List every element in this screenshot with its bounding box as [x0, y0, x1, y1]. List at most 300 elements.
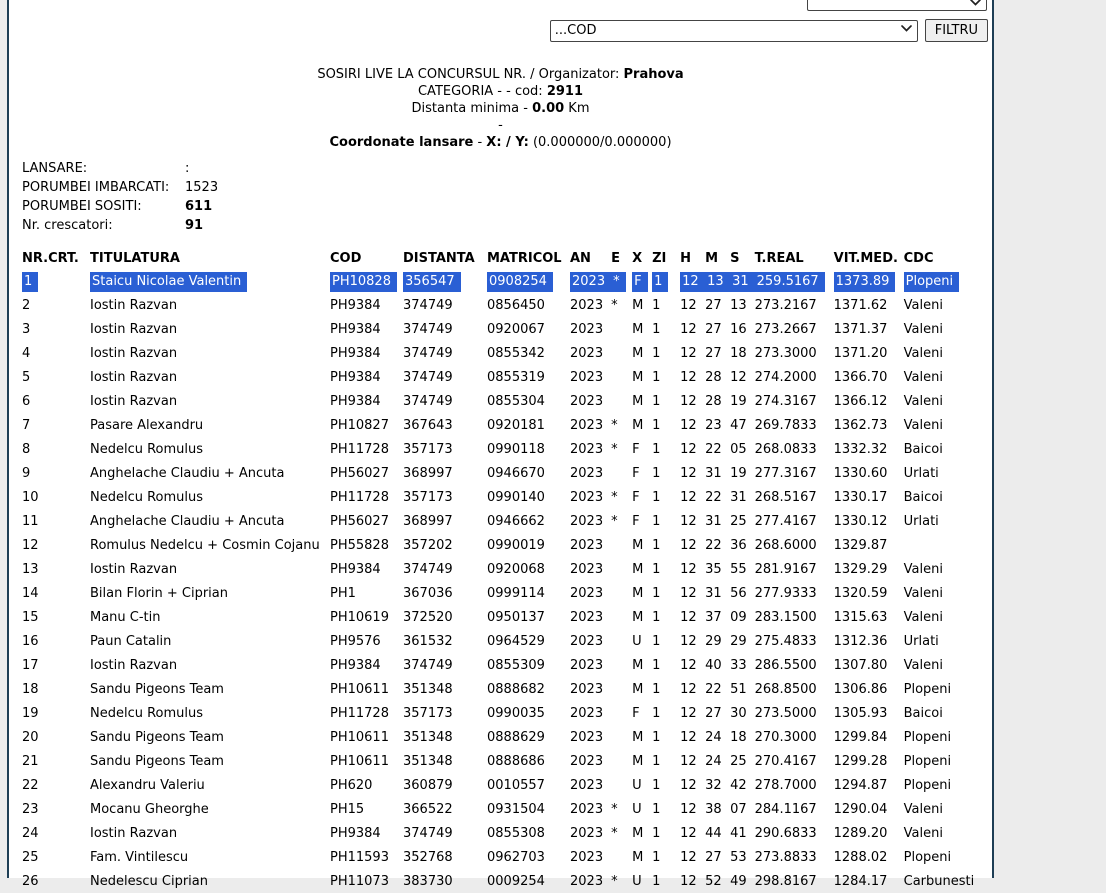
- cell-an: 2023: [570, 441, 604, 457]
- table-row: [22, 341, 989, 365]
- column-header-nrcrt: NR.CRT.: [22, 250, 79, 266]
- cell-h: 12: [680, 849, 697, 865]
- cell-e: [611, 341, 632, 365]
- category-code: 2911: [546, 84, 583, 99]
- cell-an: 2023: [570, 465, 604, 481]
- table-row: [22, 557, 989, 581]
- column-header-zi: ZI: [652, 250, 667, 266]
- cell-m: 32: [705, 777, 722, 793]
- column-header-an: AN: [570, 250, 591, 266]
- cell-titulatura: Alexandru Valeriu: [90, 777, 205, 793]
- cell-vitmed: 1312.36: [833, 633, 888, 649]
- cell-s: 07: [730, 801, 747, 817]
- cell-h: 12: [680, 393, 697, 409]
- cell-nrcrt: 13: [22, 561, 39, 577]
- cell-titulatura: Nedelcu Romulus: [90, 705, 204, 721]
- cell-s: 33: [730, 657, 747, 673]
- cell-treal: 274.2000: [754, 369, 817, 385]
- cell-an: 2023: [570, 489, 604, 505]
- cell-vitmed: 1315.63: [833, 609, 888, 625]
- selected-text: 356547: [403, 272, 461, 292]
- cell-treal: 298.8167: [754, 873, 817, 889]
- cell-titulatura: Nedelescu Ciprian: [90, 873, 208, 889]
- cell-cdc: Baicoi: [903, 489, 943, 505]
- column-header-e: E: [611, 250, 620, 266]
- table-row: [22, 389, 989, 413]
- selected-text: 1373.89: [834, 272, 896, 292]
- cell-m: 27: [705, 849, 722, 865]
- cell-e: [611, 365, 632, 389]
- cell-vitmed: 1332.32: [833, 441, 888, 457]
- cell-cod: PH9384: [330, 657, 381, 673]
- selected-text: PH10828: [330, 272, 397, 292]
- cell-s: 41: [730, 825, 747, 841]
- cell-distanta: 357202: [403, 537, 453, 553]
- cell-m: 24: [705, 729, 722, 745]
- cell-cdc: Valeni: [903, 585, 943, 601]
- cell-treal: 290.6833: [754, 825, 817, 841]
- info-label: LANSARE:: [22, 161, 88, 176]
- cell-vitmed: 1307.80: [833, 657, 888, 673]
- cell-titulatura: Anghelache Claudiu + Ancuta: [90, 465, 285, 481]
- cell-m: 31: [705, 513, 722, 529]
- cell-titulatura: Iostin Razvan: [90, 321, 178, 337]
- cell-h: 12: [680, 633, 697, 649]
- cell-m: 35: [705, 561, 722, 577]
- cell-s: 53: [730, 849, 747, 865]
- cell-h: 12: [680, 345, 697, 361]
- table-row: [22, 869, 989, 893]
- cell-distanta: [403, 269, 487, 293]
- cell-s: 19: [730, 393, 747, 409]
- cell-s: 47: [730, 417, 747, 433]
- table-row: [22, 629, 989, 653]
- cell-nrcrt: 15: [22, 609, 39, 625]
- cell-zi: 1: [652, 321, 661, 337]
- cell-an: 2023: [570, 729, 604, 745]
- cell-h: 12: [680, 369, 697, 385]
- cell-distanta: 383730: [403, 873, 453, 889]
- cell-treal: 277.9333: [754, 585, 817, 601]
- cell-treal: 277.4167: [754, 513, 817, 529]
- cell-distanta: 374749: [403, 825, 453, 841]
- cell-e: [611, 749, 632, 773]
- cell-cdc: Valeni: [903, 609, 943, 625]
- cell-nrcrt: 20: [22, 729, 39, 745]
- cell-distanta: 367643: [403, 417, 453, 433]
- cell-titulatura: Nedelcu Romulus: [90, 489, 204, 505]
- cell-x: M: [632, 609, 644, 625]
- cell-cod: PH9384: [330, 825, 381, 841]
- cell-nrcrt: 14: [22, 585, 39, 601]
- cell-nrcrt: 7: [22, 417, 31, 433]
- cell-e: [611, 533, 632, 557]
- column-header-cod: COD: [330, 250, 362, 266]
- cell-h: 12: [680, 537, 697, 553]
- filter-controls: [9, 0, 992, 46]
- cell-m: [705, 269, 730, 293]
- cell-s: 49: [730, 873, 747, 889]
- cell-vitmed: 1306.86: [833, 681, 888, 697]
- cell-nrcrt: 24: [22, 825, 39, 841]
- cell-titulatura: Sandu Pigeons Team: [90, 681, 224, 697]
- cell-matricol: 0009254: [487, 873, 545, 889]
- table-row: [22, 485, 989, 509]
- cell-titulatura: [90, 269, 330, 293]
- cell-treal: 273.2167: [754, 297, 817, 313]
- cell-nrcrt: 9: [22, 465, 31, 481]
- cell-an: 2023: [570, 681, 604, 697]
- cell-x: M: [632, 585, 644, 601]
- cell-matricol: 0946670: [487, 465, 545, 481]
- cell-cod: PH55828: [330, 537, 389, 553]
- info-value: 91: [185, 218, 204, 233]
- cell-an: 2023: [570, 657, 604, 673]
- cell-zi: 1: [652, 513, 661, 529]
- cell-m: 44: [705, 825, 722, 841]
- table-row-selected: [22, 269, 989, 293]
- cell-s: 29: [730, 633, 747, 649]
- cell-zi: [652, 269, 680, 293]
- cod-select-wrap: [550, 19, 918, 42]
- cell-matricol: 0920181: [487, 417, 545, 433]
- cell-cdc: Plopeni: [903, 753, 952, 769]
- cell-e: [611, 389, 632, 413]
- dash-line: -: [498, 118, 503, 133]
- cell-treal: 273.5000: [754, 705, 817, 721]
- cell-treal: 268.0833: [754, 441, 817, 457]
- cell-e: [611, 845, 632, 869]
- cell-cod: PH9384: [330, 297, 381, 313]
- cell-e: *: [611, 513, 618, 529]
- cell-titulatura: Nedelcu Romulus: [90, 441, 204, 457]
- cell-h: 12: [680, 729, 697, 745]
- cell-titulatura: Iostin Razvan: [90, 393, 178, 409]
- cell-e: [611, 317, 632, 341]
- cell-cdc: Valeni: [903, 393, 943, 409]
- column-header-x: X: [632, 250, 643, 266]
- table-row: [22, 749, 989, 773]
- cell-vitmed: 1299.28: [833, 753, 888, 769]
- cell-x: U: [632, 633, 642, 649]
- cell-cdc: Valeni: [903, 417, 943, 433]
- cell-nrcrt: 2: [22, 297, 31, 313]
- cell-cdc: Urlati: [903, 465, 939, 481]
- cell-zi: 1: [652, 633, 661, 649]
- cell-e: *: [611, 825, 618, 841]
- cell-matricol: 0950137: [487, 609, 545, 625]
- cell-x: M: [632, 753, 644, 769]
- table-row: [22, 533, 989, 557]
- cell-vitmed: 1329.87: [833, 537, 888, 553]
- cell-zi: 1: [652, 465, 661, 481]
- cell-zi: 1: [652, 417, 661, 433]
- category-line: CATEGORIA - - cod: 2911: [417, 84, 583, 99]
- cell-an: 2023: [570, 873, 604, 889]
- cell-matricol: 0855308: [487, 825, 545, 841]
- selected-text: 259.5167: [755, 272, 825, 292]
- cell-treal: 273.2667: [754, 321, 817, 337]
- cell-titulatura: Anghelache Claudiu + Ancuta: [90, 513, 285, 529]
- cell-cod: PH9384: [330, 561, 381, 577]
- cell-an: 2023: [570, 297, 604, 313]
- contest-title-line: SOSIRI LIVE LA CONCURSUL NR. / Organizator: Prahova: [317, 67, 684, 82]
- cell-cod: PH620: [330, 777, 373, 793]
- cell-m: 28: [705, 393, 722, 409]
- cell-nrcrt: 6: [22, 393, 31, 409]
- cell-e: *: [611, 441, 618, 457]
- cell-cod: PH11728: [330, 489, 389, 505]
- cell-m: 22: [705, 681, 722, 697]
- cell-zi: 1: [652, 345, 661, 361]
- cell-vitmed: 1330.60: [833, 465, 888, 481]
- cell-distanta: 357173: [403, 441, 453, 457]
- cell-zi: 1: [652, 441, 661, 457]
- cell-zi: 1: [652, 369, 661, 385]
- cell-cdc: [904, 269, 989, 293]
- cell-s: 31: [730, 489, 747, 505]
- cell-treal: 268.6000: [754, 537, 817, 553]
- cell-vitmed: 1366.12: [833, 393, 888, 409]
- cell-nrcrt: 10: [22, 489, 39, 505]
- cell-treal: 281.9167: [754, 561, 817, 577]
- cell-x: F: [632, 465, 640, 481]
- cell-m: 31: [705, 465, 722, 481]
- cell-m: 27: [705, 705, 722, 721]
- cell-x: M: [632, 369, 644, 385]
- table-row: [22, 509, 989, 533]
- cell-vitmed: 1330.17: [833, 489, 888, 505]
- cell-cdc: Valeni: [903, 801, 943, 817]
- selected-text: 1: [652, 272, 668, 292]
- table-row: [22, 461, 989, 485]
- cell-vitmed: [834, 269, 904, 293]
- cell-s: 18: [730, 345, 747, 361]
- cod-select[interactable]: [550, 20, 918, 42]
- cell-titulatura: Paun Catalin: [90, 633, 172, 649]
- cell-s: 36: [730, 537, 747, 553]
- selected-text: 0908254: [487, 272, 553, 292]
- cell-e: [611, 653, 632, 677]
- cell-cdc: Baicoi: [903, 441, 943, 457]
- cell-titulatura: Iostin Razvan: [90, 825, 178, 841]
- cell-h: 12: [680, 465, 697, 481]
- cell-zi: 1: [652, 393, 661, 409]
- cell-nrcrt: 17: [22, 657, 39, 673]
- info-row-lansare: [22, 159, 992, 178]
- cell-nrcrt: 21: [22, 753, 39, 769]
- cell-zi: 1: [652, 729, 661, 745]
- cell-vitmed: 1362.73: [833, 417, 888, 433]
- cell-vitmed: 1320.59: [833, 585, 888, 601]
- cell-x: M: [632, 849, 644, 865]
- cell-m: 22: [705, 441, 722, 457]
- table-row: [22, 293, 989, 317]
- cell-e: [611, 605, 632, 629]
- column-header-h: H: [680, 250, 691, 266]
- cell-cdc: Carbunesti: [903, 873, 975, 889]
- column-header-treal: T.REAL: [754, 250, 804, 266]
- info-label: PORUMBEI IMBARCATI:: [22, 180, 170, 195]
- cell-nrcrt: 25: [22, 849, 39, 865]
- cell-treal: [755, 269, 834, 293]
- cell-vitmed: 1371.20: [833, 345, 888, 361]
- cell-matricol: 0855342: [487, 345, 545, 361]
- cell-an: 2023: [570, 633, 604, 649]
- cell-an: 2023: [570, 321, 604, 337]
- cell-h: 12: [680, 441, 697, 457]
- cell-matricol: 0888682: [487, 681, 545, 697]
- cell-h: 12: [680, 513, 697, 529]
- cell-treal: 278.7000: [754, 777, 817, 793]
- cell-titulatura: Pasare Alexandru: [90, 417, 204, 433]
- cell-s: 09: [730, 609, 747, 625]
- cell-x: [632, 269, 652, 293]
- cell-distanta: 366522: [403, 801, 453, 817]
- cell-zi: 1: [652, 609, 661, 625]
- cell-x: F: [632, 489, 640, 505]
- cell-titulatura: Sandu Pigeons Team: [90, 729, 224, 745]
- cell-cod: PH10619: [330, 609, 389, 625]
- cell-m: 27: [705, 345, 722, 361]
- cell-cod: PH9384: [330, 345, 381, 361]
- cell-h: 12: [680, 657, 697, 673]
- cell-distanta: 352768: [403, 849, 453, 865]
- cell-x: M: [632, 393, 644, 409]
- cell-vitmed: 1371.62: [833, 297, 888, 313]
- cell-titulatura: Fam. Vintilescu: [90, 849, 189, 865]
- table-row: [22, 797, 989, 821]
- cell-s: 13: [730, 297, 747, 313]
- cell-zi: 1: [652, 681, 661, 697]
- cell-matricol: 0888629: [487, 729, 545, 745]
- cell-s: 42: [730, 777, 747, 793]
- cell-zi: 1: [652, 561, 661, 577]
- selected-text: 2023: [570, 272, 611, 292]
- cell-zi: 1: [652, 537, 661, 553]
- cell-x: F: [632, 705, 640, 721]
- cell-s: 25: [730, 753, 747, 769]
- cell-zi: 1: [652, 849, 661, 865]
- category-select[interactable]: [807, 0, 987, 11]
- cell-titulatura: Mocanu Gheorghe: [90, 801, 209, 817]
- cell-treal: 284.1167: [754, 801, 817, 817]
- table-row: [22, 725, 989, 749]
- cell-e: [611, 677, 632, 701]
- cell-s: 25: [730, 513, 747, 529]
- cell-an: 2023: [570, 417, 604, 433]
- cell-vitmed: 1305.93: [833, 705, 888, 721]
- cell-x: F: [632, 513, 640, 529]
- cell-matricol: 0855319: [487, 369, 545, 385]
- cell-vitmed: 1366.70: [833, 369, 888, 385]
- table-row: [22, 581, 989, 605]
- category-select-wrap: [807, 0, 987, 11]
- cell-cdc: Plopeni: [903, 777, 952, 793]
- cell-matricol: 0962703: [487, 849, 545, 865]
- table-row: [22, 677, 989, 701]
- cell-zi: 1: [652, 801, 661, 817]
- cell-vitmed: 1294.87: [833, 777, 888, 793]
- cell-distanta: 372520: [403, 609, 453, 625]
- table-row: [22, 437, 989, 461]
- cell-e: *: [611, 801, 618, 817]
- column-header-s: S: [730, 250, 740, 266]
- cell-titulatura: Iostin Razvan: [90, 369, 178, 385]
- filtru-button[interactable]: FILTRU: [925, 19, 988, 42]
- selected-text: 13: [705, 272, 730, 292]
- cell-cod: PH11593: [330, 849, 389, 865]
- table-row: [22, 317, 989, 341]
- cell-nrcrt: 12: [22, 537, 39, 553]
- cell-cod: PH10611: [330, 729, 389, 745]
- cell-e: [611, 701, 632, 725]
- cell-matricol: 0990140: [487, 489, 545, 505]
- cell-titulatura: Sandu Pigeons Team: [90, 753, 224, 769]
- cell-matricol: 0920067: [487, 321, 545, 337]
- info-row-sositi: [22, 197, 992, 216]
- cell-m: 27: [705, 297, 722, 313]
- cell-titulatura: Iostin Razvan: [90, 561, 178, 577]
- cell-vitmed: 1288.02: [833, 849, 888, 865]
- cell-zi: 1: [652, 777, 661, 793]
- table-row: [22, 773, 989, 797]
- min-distance-value: 0.00: [532, 101, 565, 116]
- cell-x: M: [632, 825, 644, 841]
- cell-treal: 283.1500: [754, 609, 817, 625]
- cell-treal: 273.3000: [754, 345, 817, 361]
- cell-an: 2023: [570, 513, 604, 529]
- cell-zi: 1: [652, 873, 661, 889]
- cell-x: M: [632, 561, 644, 577]
- cod-filter-row: [550, 19, 988, 42]
- cell-cdc: Plopeni: [903, 681, 952, 697]
- cell-s: 55: [730, 561, 747, 577]
- cell-cod: PH1: [330, 585, 356, 601]
- cell-x: F: [632, 441, 640, 457]
- cell-treal: 268.8500: [754, 681, 817, 697]
- cell-h: 12: [680, 489, 697, 505]
- cell-treal: 273.8833: [754, 849, 817, 865]
- cell-s: 51: [730, 681, 747, 697]
- cell-titulatura: Bilan Florin + Ciprian: [90, 585, 228, 601]
- selected-text: F: [632, 272, 647, 292]
- info-value: :: [185, 161, 190, 176]
- cell-cdc: [904, 533, 989, 557]
- cell-cdc: Valeni: [903, 561, 943, 577]
- cell-m: 28: [705, 369, 722, 385]
- cell-distanta: 374749: [403, 321, 453, 337]
- table-row: [22, 845, 989, 869]
- cell-distanta: 368997: [403, 513, 453, 529]
- cell-matricol: 0999114: [487, 585, 545, 601]
- cell-vitmed: 1330.12: [833, 513, 888, 529]
- cell-nrcrt: [22, 269, 90, 293]
- cell-cod: PH56027: [330, 513, 389, 529]
- column-header-vitmed: VIT.MED.: [833, 250, 898, 266]
- cell-h: 12: [680, 585, 697, 601]
- cell-h: 12: [680, 705, 697, 721]
- results-table: [22, 247, 989, 893]
- cell-an: 2023: [570, 753, 604, 769]
- cell-titulatura: Romulus Nedelcu + Cosmin Cojanu: [90, 537, 320, 553]
- cell-cod: PH56027: [330, 465, 389, 481]
- cell-cdc: Valeni: [903, 657, 943, 673]
- cell-s: 30: [730, 705, 747, 721]
- cell-s: 56: [730, 585, 747, 601]
- info-row-imbarcati: [22, 178, 992, 197]
- info-value: 1523: [185, 180, 219, 195]
